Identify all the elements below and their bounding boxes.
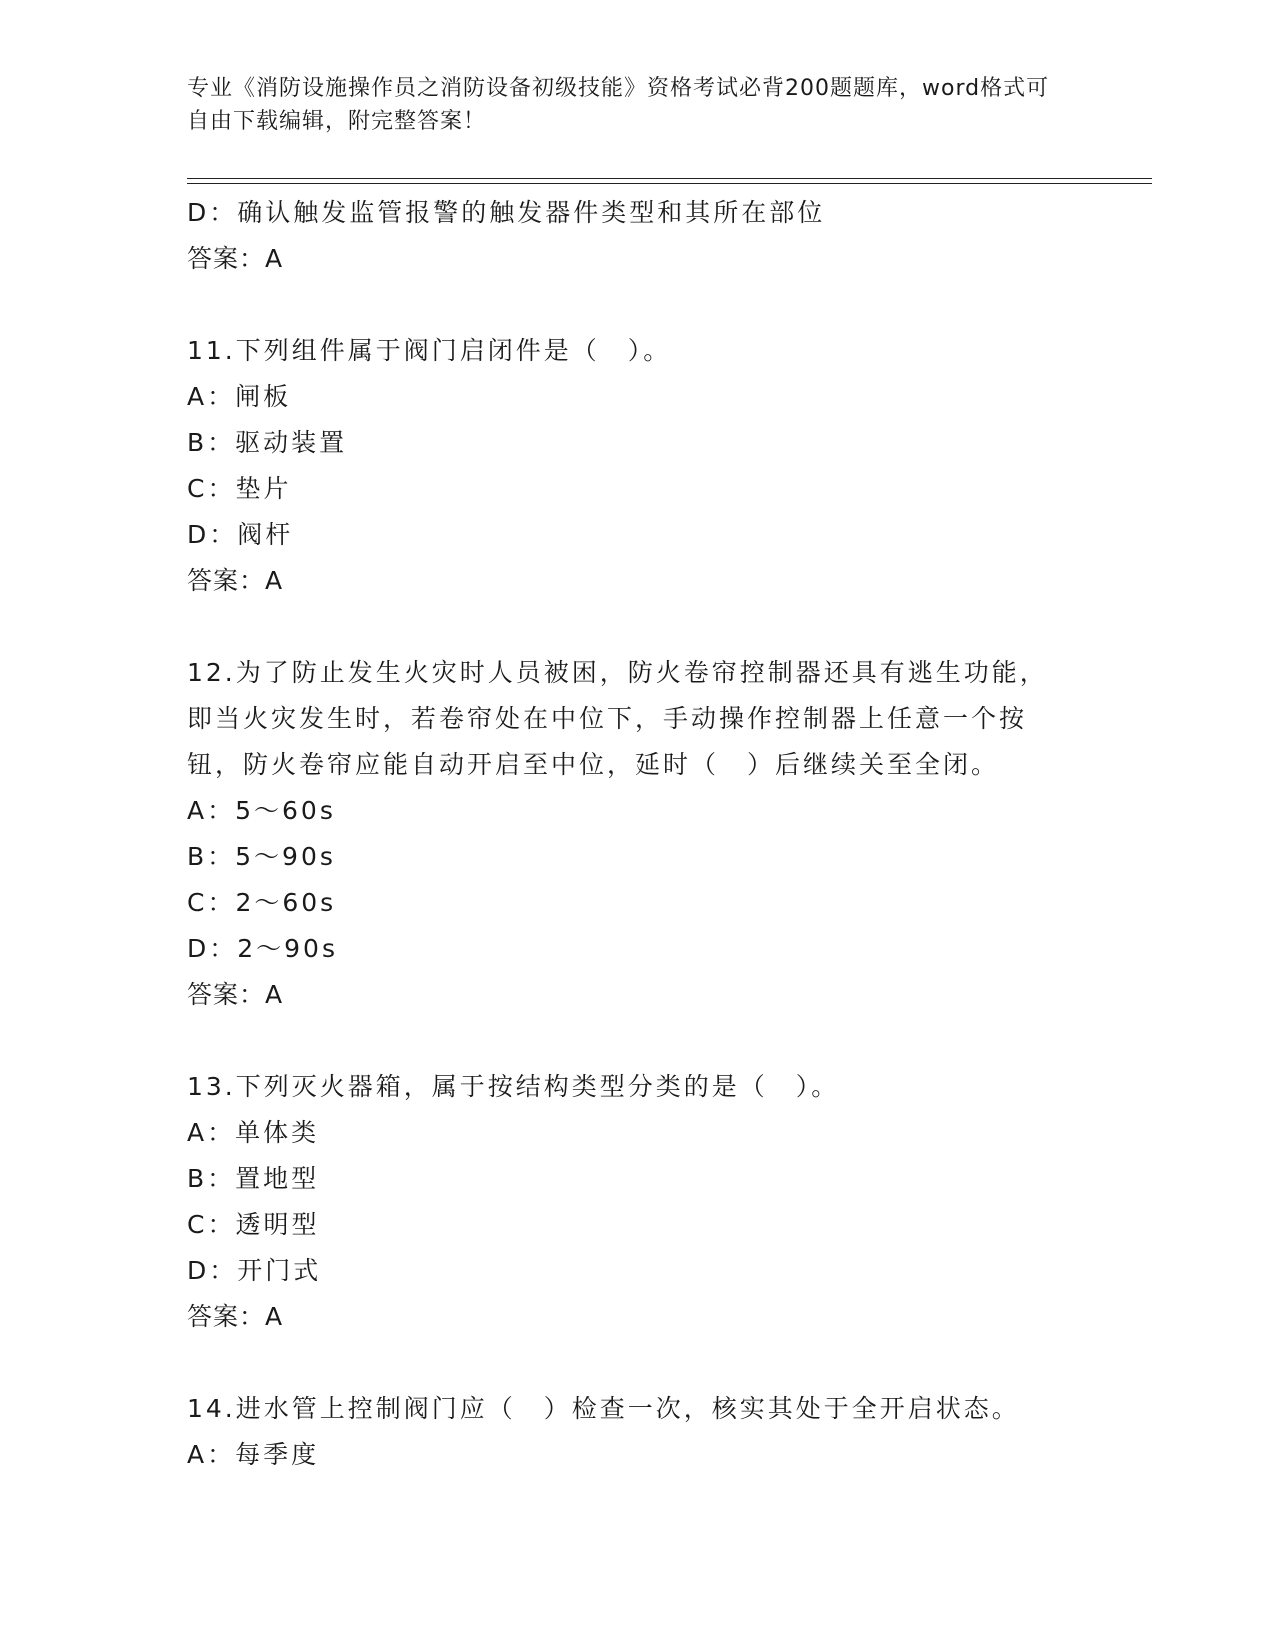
question-stem-line: 钮，防火卷帘应能自动开启至中位，延时（ ）后继续关至全闭。 — [187, 750, 1000, 779]
answer-line: 答案：A — [187, 244, 284, 273]
option-a: A：闸板 — [187, 382, 292, 411]
option-d: D：开门式 — [187, 1256, 322, 1285]
question-stem-line: 即当火灾发生时，若卷帘处在中位下，手动操作控制器上任意一个按 — [187, 704, 1028, 733]
option-a: A：单体类 — [187, 1118, 320, 1147]
option-c: C：2～60s — [187, 888, 337, 917]
question-stem-line: 12.为了防止发生火灾时人员被困，防火卷帘控制器还具有逃生功能， — [187, 658, 1048, 687]
header-divider-top — [187, 178, 1152, 179]
question-stem: 14.进水管上控制阀门应（ ）检查一次，核实其处于全开启状态。 — [187, 1394, 1020, 1423]
option-d: D：2～90s — [187, 934, 338, 963]
answer-line: 答案：A — [187, 1302, 284, 1331]
question-stem: 11.下列组件属于阀门启闭件是（ ）。 — [187, 336, 672, 365]
option-c: C：透明型 — [187, 1210, 320, 1239]
option-a: A：每季度 — [187, 1440, 320, 1469]
answer-line: 答案：A — [187, 980, 284, 1009]
option-b: B：5～90s — [187, 842, 336, 871]
header-divider-bottom — [187, 183, 1152, 184]
option-d: D：确认触发监管报警的触发器件类型和其所在部位 — [187, 198, 826, 227]
option-c: C：垫片 — [187, 474, 292, 503]
question-list — [187, 190, 1087, 1478]
document-header: 专业《消防设施操作员之消防设备初级技能》资格考试必背200题题库，word格式可自由下载编辑，附完整答案！ — [187, 76, 1050, 134]
option-d: D：阀杆 — [187, 520, 294, 549]
option-b: B：置地型 — [187, 1164, 320, 1193]
answer-line: 答案：A — [187, 566, 284, 595]
option-a: A：5～60s — [187, 796, 336, 825]
question-stem: 13.下列灭火器箱，属于按结构类型分类的是（ ）。 — [187, 1072, 840, 1101]
option-b: B：驱动装置 — [187, 428, 348, 457]
